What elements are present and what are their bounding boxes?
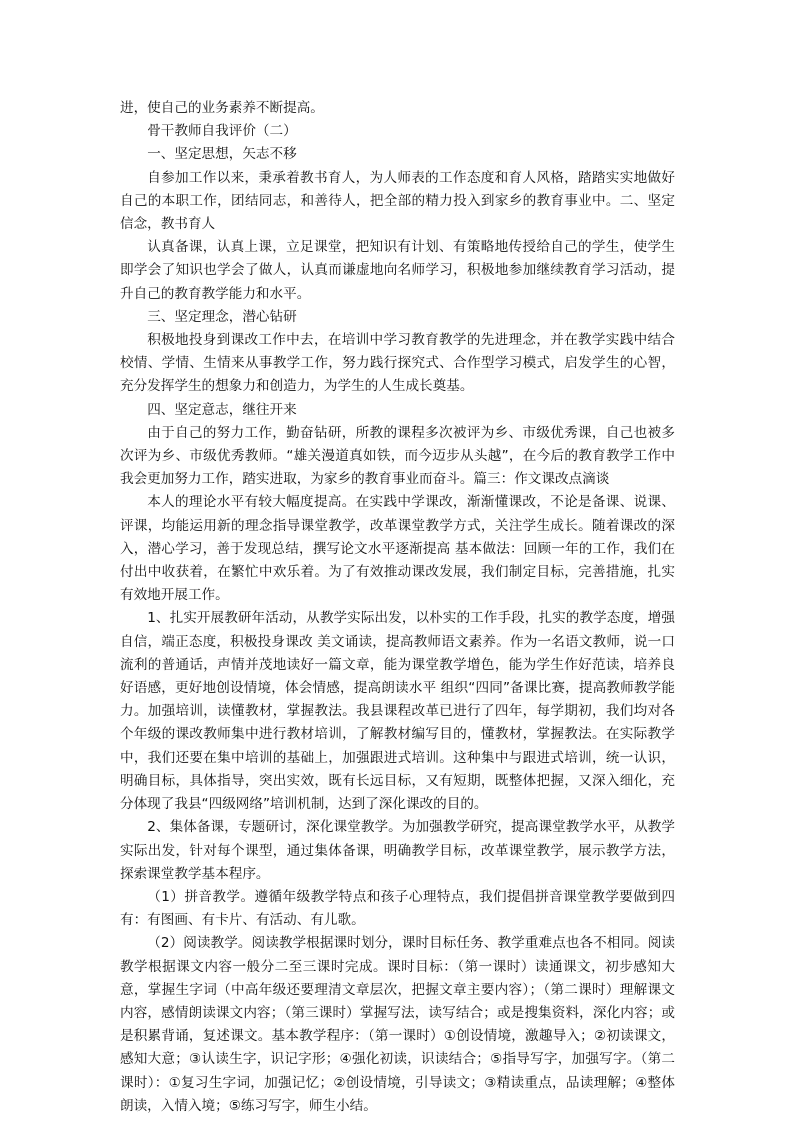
heading-4: 四、坚定意志，继往开来 bbox=[147, 401, 297, 418]
paragraph: 2、集体备课，专题研讨，深化课堂教学。为加强教学研究，提高课堂教学水平，从教学实际出发，针对每个课型，通过集体备课，明确教学目标，改革课堂教学，展示教学方法，探索课堂教学基本程序。 bbox=[120, 819, 675, 882]
section-title: 骨干教师自我评价（二） bbox=[147, 123, 297, 140]
paragraph: 本人的理论水平有较大幅度提高。在实践中学课改，渐渐懂课改，不论是备课、说课、评课，均能运用新的理念指导课堂教学，改革课堂教学方式，关注学生成长。随着课改的深入，潜心学习，善于发现总结，撰写论文水平逐渐提高 基本做法：回顾一年的工作，我们在付出中收获着，在繁忙中欢乐着。为了有效推动课改发展，我们制定目标，完善措施，扎实有效地开展工作。 bbox=[120, 494, 675, 604]
document-page bbox=[120, 97, 675, 1118]
paragraph-continuation: 进，使自己的业务素养不断提高。 bbox=[120, 100, 324, 116]
paragraph: 自参加工作以来，秉承着教书育人，为人师表的工作态度和育人风格，踏踏实实地做好自己的本职工作，团结同志，和善待人，把全部的精力投入到家乡的教育事业中。二、坚定信念，教书育人 bbox=[120, 169, 675, 233]
paragraph: （2）阅读教学。阅读教学根据课时划分，课时目标任务、教学重难点也各不相同。阅读教学根据课文内容一般分二至三课时完成。课时目标：（第一课时）读通课文，初步感知大意，掌握生字词（中高年级还要理清文章层次，把握文章主要内容）；（第二课时）理解课文内容，感情朗读课文内容；（第三课时）掌握写法，读写结合；或是搜集资料，深化内容；或是积累背诵，复述课文。基本教学程序：（第一课时）①创设情境，激趣导入；②初读课文，感知大意；③认读生字，识记字形；④强化初读，识读结合；⑤指导写字，加强写字。（第二课时）：①复习生字词，加强记忆；②创设情境，引导读文；③精读重点，品读理解；④整体朗读，入情入境；⑤练习写字，师生小结。 bbox=[120, 935, 675, 1114]
paragraph: 认真备课，认真上课，立足课堂，把知识有计划、有策略地传授给自己的学生，使学生即学会了知识也学会了做人，认真而谦虚地向名师学习，积极地参加继续教育学习活动，提升自己的教育教学能力和水平。 bbox=[120, 239, 675, 302]
paragraph: 由于自己的努力工作，勤奋钻研，所教的课程多次被评为乡、市级优秀课，自己也被多次评为乡、市级优秀教师。“雄关漫道真如铁，而今迈步从头越”，在今后的教育教学工作中我会更加努力工作，踏实进取，为家乡的教育事业而奋斗。篇三：作文课改点滴谈 bbox=[120, 424, 675, 488]
paragraph: 积极地投身到课改工作中去，在培训中学习教育教学的先进理念，并在教学实践中结合校情、学情、生情来从事教学工作，努力践行探究式、合作型学习模式，启发学生的心智，充分发挥学生的想象力和创造力，为学生的人生成长奠基。 bbox=[120, 332, 675, 395]
heading-3: 三、坚定理念，潜心钻研 bbox=[147, 308, 297, 325]
paragraph: 1、扎实开展教研年活动，从教学实际出发，以朴实的工作手段，扎实的教学态度，增强自信，端正态度，积极投身课改 美文诵读，提高教师语文素养。作为一名语文教师，说一口流利的普通话，声情并茂地读好一篇文章，能为课堂教学增色，能为学生作好范读，培养良好语感，更好地创设情境，体会情感，提高朗读水平 组织“四同”备课比赛，提高教师教学能力。加强培训，读懂教材，掌握教法。我县课程改革已进行了四年，每学期初，我们均对各个年级的课改教师集中进行教材培训，了解教材编写目的，懂教材，掌握教法。在实际教学中，我们还要在集中培训的基础上，加强跟进式培训。这种集中与跟进式培训，统一认识，明确目标，具体指导，突出实效，既有长远目标，又有短期，既整体把握，又深入细化，充分体现了我县“四级网络”培训机制，达到了深化课改的目的。 bbox=[120, 610, 675, 813]
paragraph: （1）拼音教学。遵循年级教学特点和孩子心理特点，我们提倡拼音课堂教学要做到四有：有图画、有卡片、有活动、有儿歌。 bbox=[120, 888, 675, 929]
heading-1: 一、坚定思想，矢志不移 bbox=[147, 146, 297, 163]
